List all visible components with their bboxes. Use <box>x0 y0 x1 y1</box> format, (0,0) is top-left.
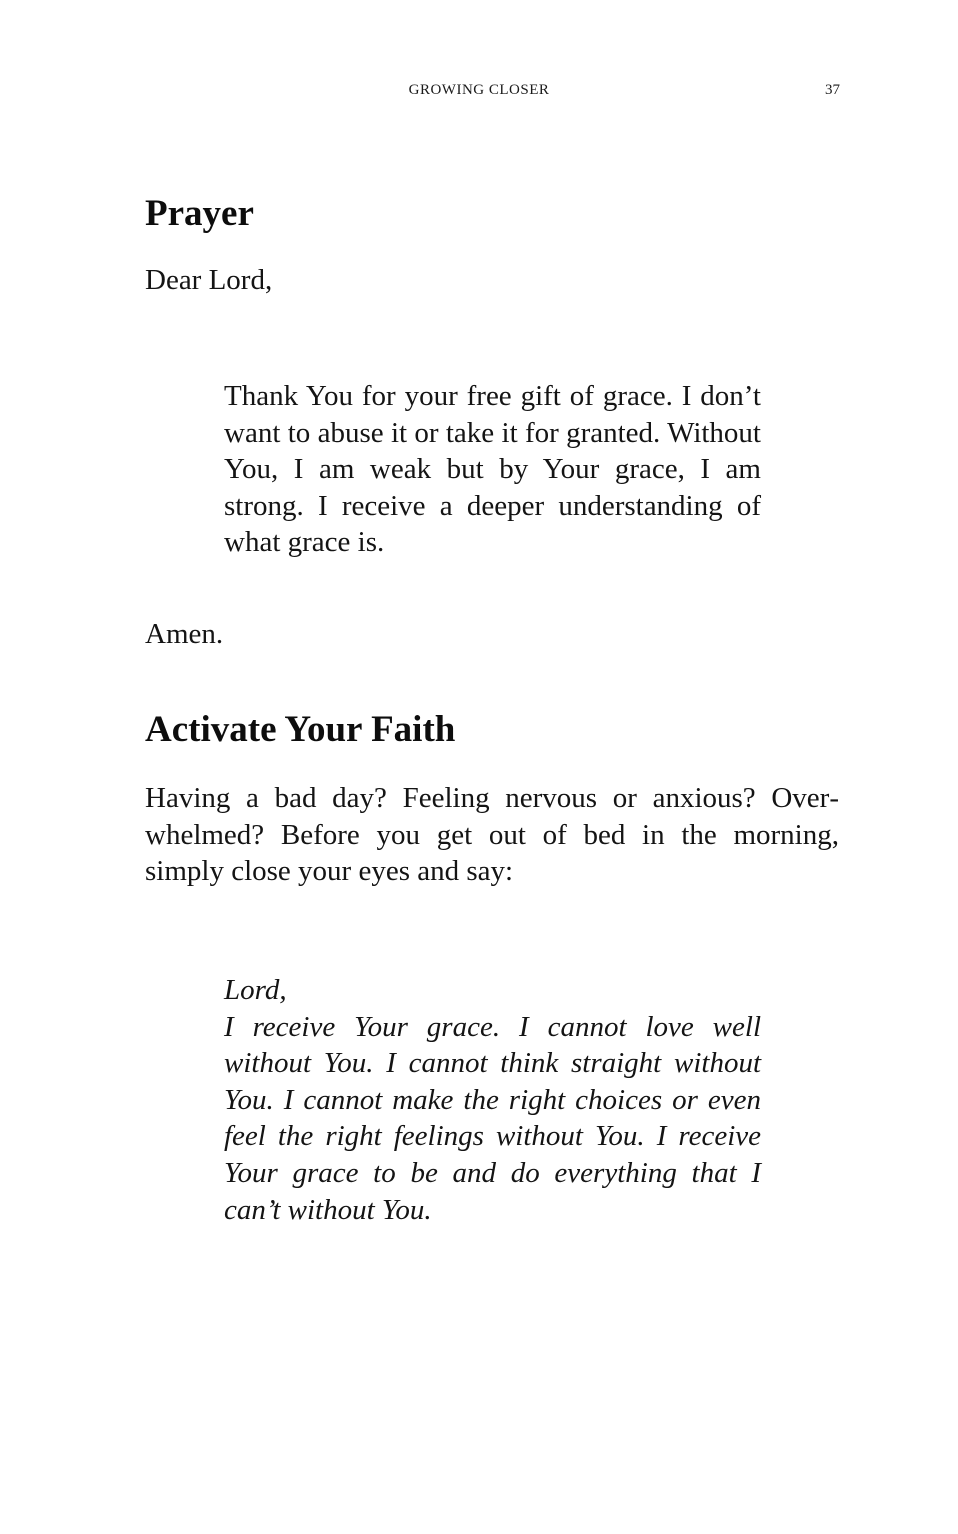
prayer-closing: Amen. <box>145 618 224 650</box>
declaration-address: Lord, <box>224 974 287 1006</box>
faith-declaration <box>224 972 761 1228</box>
declaration-body: I receive Your grace. I cannot love well without You. I cannot think straight without You. I cannot make the right choices or even feel the right feelings without You. I receive Your grace to be and do everything that I can’t without You. <box>224 1010 761 1226</box>
activate-faith-intro: Having a bad day? Feeling nervous or anxious? Overwhelmed? Before you get out of bed in the morning, simply close your eyes and say: <box>145 782 839 888</box>
prayer-salutation: Dear Lord, <box>145 264 273 296</box>
prayer-body: Thank You for your free gift of grace. I don’t want to abuse it or take it for granted. Without You, I am weak but by Your grace, I am strong. I receive a deeper understanding of what grace is. <box>224 380 761 559</box>
page-number: 37 <box>825 82 840 98</box>
activate-faith-heading: Activate Your Faith <box>145 709 456 750</box>
prayer-heading: Prayer <box>145 193 254 234</box>
running-head: GROWING CLOSER <box>408 82 550 98</box>
